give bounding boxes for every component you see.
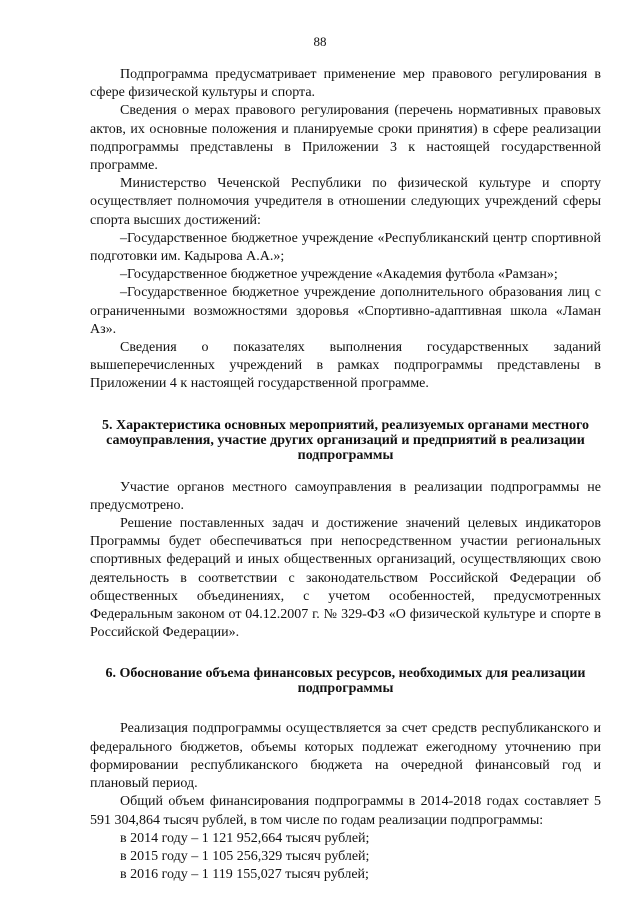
year-funding-item: в 2016 году – 1 119 155,027 тысяч рублей;: [120, 867, 369, 883]
paragraph: Реализация подпрограммы осуществляется за счет средств республиканского и федерального бюджетов, объемы которых подлежат ежегодному уточнению при формировании республиканского бюджета на очередной финансовый год и плановый период.: [90, 721, 601, 792]
paragraph: Сведения о показателях выполнения государственных заданий вышеперечисленных учреждений в рамках подпрограммы представлены в Приложении 4 к настоящей государственной программе.: [90, 340, 601, 392]
paragraph: Министерство Чеченской Республики по физической культуре и спорту осуществляет полномочия учредителя в отношении следующих учреждений сферы спорта высших достижений:: [90, 176, 601, 228]
section-heading-5: 5. Характеристика основных мероприятий, реализуемых органами местного самоуправления, участие других организаций и предприятий в реализации подпрограммы: [102, 417, 589, 463]
paragraph: Решение поставленных задач и достижение значений целевых индикаторов Программы будет обеспечиваться при непосредственном участии региональных спортивных федераций и иных общественных организаций, осуществляющих свою деятельность в соответствии с законодательством Российской Федерации об общественных объединениях, с учетом особенностей, предусмотренных Федеральным законом от 04.12.2007 г. № 329-ФЗ «О физической культуре и спорте в Российской Федерации».: [90, 516, 601, 641]
year-funding-item: в 2014 году – 1 121 952,664 тысяч рублей;: [120, 830, 370, 846]
paragraph: Участие органов местного самоуправления в реализации подпрограммы не предусмотрено.: [90, 479, 601, 513]
paragraph: Сведения о мерах правового регулирования (перечень нормативных правовых актов, их основные положения и планируемые сроки принятия) в сфере реализации подпрограммы представлены в Приложении 3 к настоящей государственной программе.: [90, 103, 601, 174]
page-number: 88: [313, 34, 327, 49]
list-item: –Государственное бюджетное учреждение дополнительного образования лиц с ограниченными возможностями здоровья «Спортивно-адаптивная школа «Ламан Аз».: [90, 285, 601, 337]
section-heading-6: 6. Обоснование объема финансовых ресурсов, необходимых для реализации подпрограммы: [105, 666, 586, 697]
list-item: –Государственное бюджетное учреждение «Республиканский центр спортивной подготовки им. Кадырова А.А.»;: [90, 230, 601, 265]
paragraph: Подпрограмма предусматривает применение мер правового регулирования в сфере физической культуры и спорта.: [90, 67, 601, 101]
list-item: –Государственное бюджетное учреждение «Академия футбола «Рамзан»;: [120, 267, 558, 283]
document-body: [90, 66, 601, 884]
year-funding-item: в 2015 году – 1 105 256,329 тысяч рублей;: [120, 848, 370, 864]
paragraph: Общий объем финансирования подпрограммы в 2014-2018 годах составляет 5 591 304,864 тысяч рублей, в том числе по годам реализации подпрограммы:: [90, 794, 601, 828]
